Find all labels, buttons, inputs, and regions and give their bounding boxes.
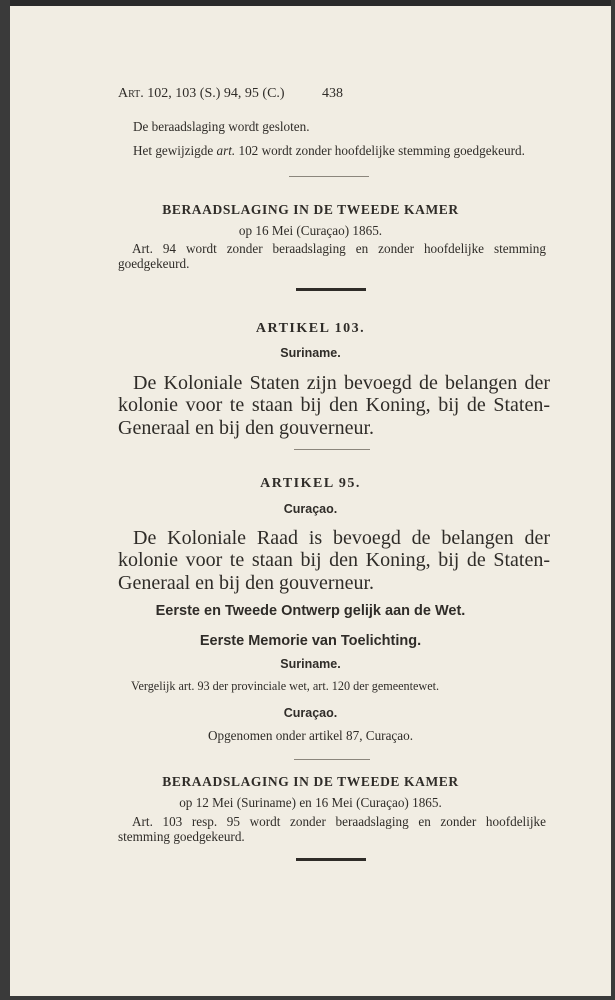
suriname-note: Vergelijk art. 93 der provinciale wet, art. 120 der gemeentewet. [131,679,440,693]
suriname-label: Suriname. [280,657,341,671]
section2-body-line2: stemming goedgekeurd. [118,829,245,844]
divider-thin-2 [294,449,370,450]
divider-thick-2 [296,858,366,861]
closing-line: De beraadslaging wordt gesloten. [133,119,310,134]
artikel-103-text-line1: De Koloniale Staten zijn bevoegd de belangen der [133,372,550,394]
curacao-label: Curaçao. [283,706,338,720]
artikel-103-title: ARTIKEL 103. [255,321,366,336]
memorie-heading: Eerste Memorie van Toelichting. [199,633,422,649]
scan-border-left [0,0,10,1000]
section2-date: op 12 Mei (Suriname) en 16 Mei (Curaçao) 1865. [179,795,442,810]
artikel-95-text-line2: kolonie voor te staan bij den Koning, bij de Staten- [118,549,550,571]
amended-text-pre: Het gewijzigde [133,143,217,158]
divider-thick-1 [296,288,366,291]
section1-body-line1: Art. 94 wordt zonder beraadslaging en zonder hoofdelijke stemming [132,241,546,256]
section1-body-line2: goedgekeurd. [118,256,190,271]
artikel-95-text-line3: Generaal en bij den gouverneur. [118,572,375,594]
amended-article-line [133,143,525,159]
scan-border-bottom [0,996,615,1000]
artikel-103-text-line2: kolonie voor te staan bij den Koning, bij de Staten- [118,394,550,416]
page-number: 438 [322,86,343,101]
section2-heading: BERAADSLAGING IN DE TWEEDE KAMER [162,774,459,789]
section1-date: op 16 Mei (Curaçao) 1865. [238,223,383,238]
artikel-95-subtitle: Curaçao. [283,502,338,516]
divider-thin-3 [294,759,370,760]
section2-body-line1: Art. 103 resp. 95 wordt zonder beraadslaging en zonder hoofdelijke [132,814,546,829]
section1-heading: BERAADSLAGING IN DE TWEEDE KAMER [162,202,459,217]
header-art-prefix: Art. [118,86,144,101]
amended-text-italic: art. [216,143,236,158]
header-article-refs: 102, 103 (S.) 94, 95 (C.) [143,86,285,101]
curacao-note: Opgenomen onder artikel 87, Curaçao. [207,728,414,743]
divider-thin-1 [289,176,369,177]
scan-border-right [611,0,615,1000]
book-page [10,6,611,996]
artikel-103-text-line3: Generaal en bij den gouverneur. [118,417,375,439]
ontwerp-heading: Eerste en Tweede Ontwerp gelijk aan de Wet. [155,603,466,619]
artikel-103-subtitle: Suriname. [280,346,341,360]
amended-text-post: 102 wordt zonder hoofdelijke stemming goedgekeurd. [235,143,525,158]
artikel-95-title: ARTIKEL 95. [260,476,361,491]
running-header [118,86,343,102]
artikel-95-text-line1: De Koloniale Raad is bevoegd de belangen der [133,527,550,549]
